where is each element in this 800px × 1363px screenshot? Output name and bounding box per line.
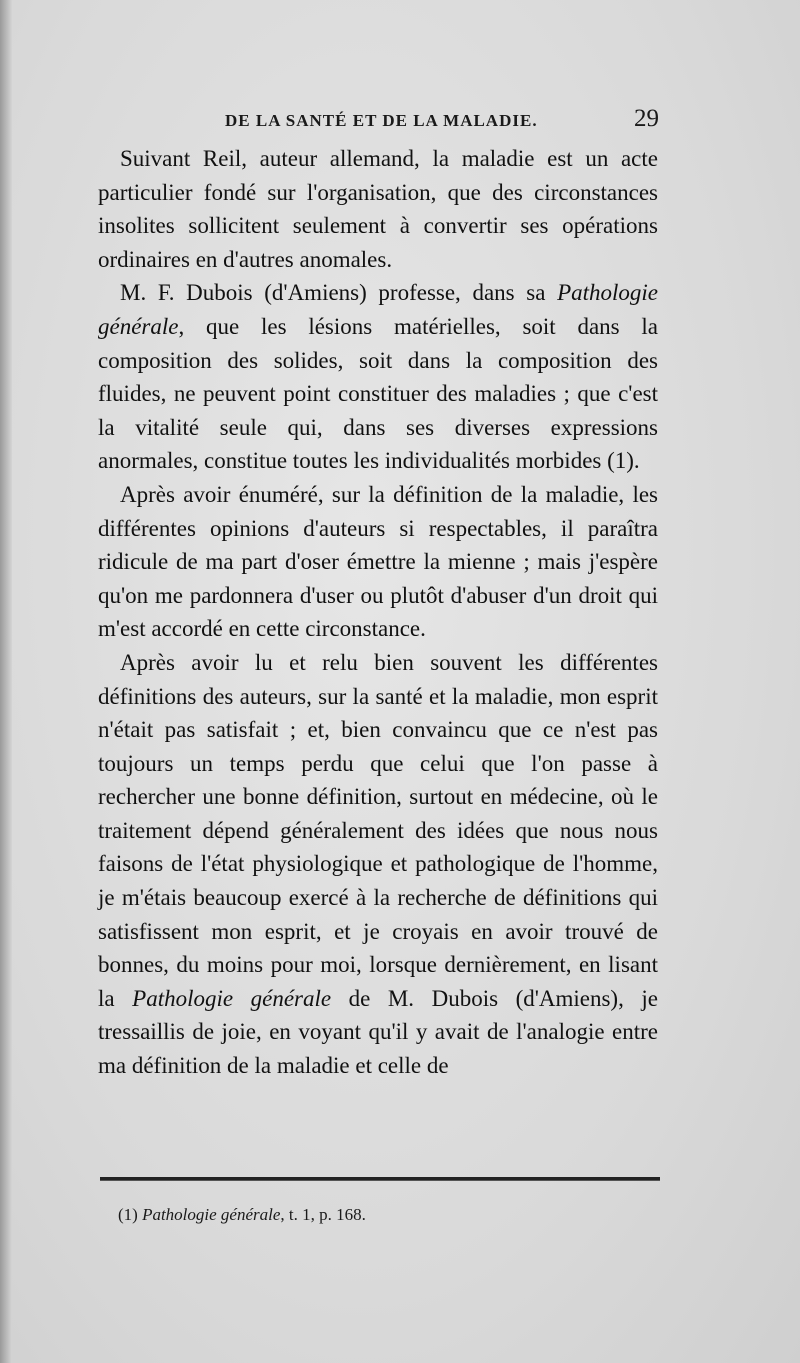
italic-title: Pathologie générale: [98, 280, 658, 339]
footnote-title: Pathologie générale: [142, 1205, 281, 1224]
paragraph-text: Suivant Reil, auteur allemand, la maladie est un acte particulier fondé sur l'organisation, que des circonstances insolites sollicitent seulement à convertir ses opérations ordinaires en d'autres anomales.: [98, 146, 658, 272]
italic-title: Pathologie générale: [132, 985, 332, 1011]
page-header: [225, 105, 659, 139]
footnote: [118, 1205, 366, 1225]
paragraph-text: Après avoir énuméré, sur la définition de la maladie, les différentes opinions d'auteurs si respectables, il paraîtra ridicule de ma part d'oser émettre la mienne ; mais j'espère qu'on me pardonnera d'user ou plutôt d'abuser d'un droit qui m'est accordé en cette circonstance.: [98, 481, 658, 642]
paragraph: [98, 478, 658, 646]
paragraph-text: , que les lésions matérielles, soit dans la composition des solides, soit dans la composition des fluides, ne peuvent point constituer des maladies ; que c'est la vitalité seule qui, dans ses diverses expressions anormales, constitue toutes les individualités morbides (1).: [98, 313, 658, 474]
page-number: 29: [634, 105, 659, 132]
page-edge-shadow: [0, 0, 12, 1363]
footnote-marker: (1): [118, 1205, 138, 1224]
paragraph: [98, 142, 658, 276]
paragraph-text: Après avoir lu et relu bien souvent les différentes définitions des auteurs, sur la santé et la maladie, mon esprit n'était pas satisfait ; et, bien convaincu que ce n'est pas toujours un temps perdu que celui que l'on passe à rechercher une bonne définition, surtout en médecine, où le traitement dépend généralement des idées que nous nous faisons de l'état physiologique et pathologique de l'homme, je m'étais beaucoup exercé à la recherche de définitions qui satisfissent mon esprit, et je croyais en avoir trouvé de bonnes, du moins pour moi, lorsque dernièrement, en lisant la: [98, 649, 658, 1011]
footnote-reference: , t. 1, p. 168.: [280, 1205, 366, 1224]
footnote-rule: [100, 1177, 660, 1180]
paragraph: [98, 646, 658, 1083]
body-text: [98, 142, 658, 1083]
paragraph: [98, 276, 658, 478]
running-head: DE LA SANTÉ ET DE LA MALADIE.: [225, 111, 538, 130]
paragraph-text: M. F. Dubois (d'Amiens) professe, dans sa: [120, 280, 558, 306]
paragraph-text: de M. Dubois (d'Amiens), je tressaillis de joie, en voyant qu'il y avait de l'analogie entre ma définition de la maladie et celle de: [98, 985, 658, 1079]
